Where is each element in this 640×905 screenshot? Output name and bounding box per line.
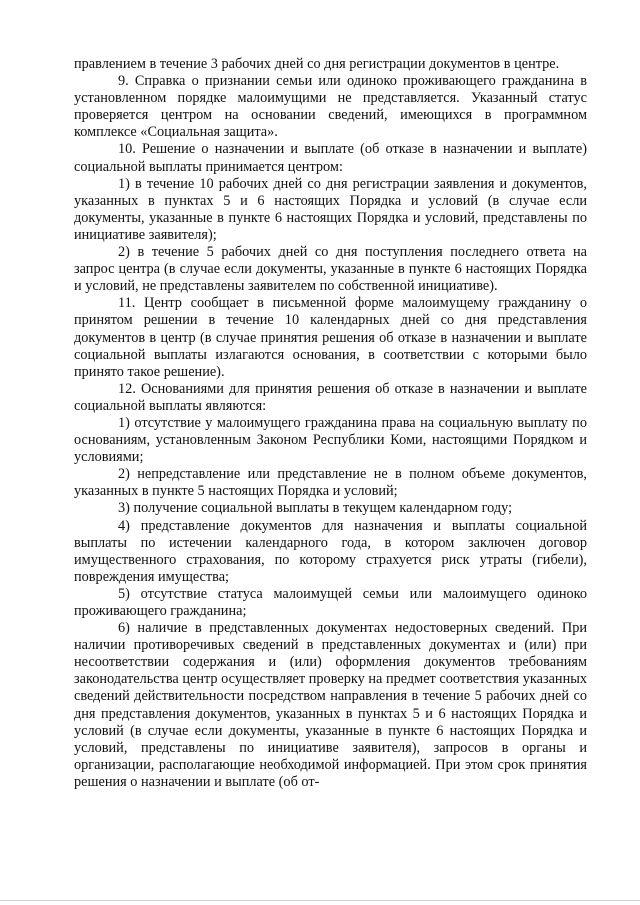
document-body — [74, 56, 587, 791]
paragraph-item-12-6: 6) наличие в представленных документах недостоверных сведений. При наличии противоречивых сведений в представленных документах и (или) при несоответствии содержания и (или) оформления документов требованиям законодательства центр осуществляет проверку на предмет соответствия указанных сведений действительности посредством направления в течение 5 рабочих дней со дня представления документов, указанных в пунктах 5 и 6 настоящих Порядка и условий (в случае если документы, указанные в пункте 6 настоящих Порядка и условий, представлены по инициативе заявителя), запросов в органы и организации, располагающие необходимой информацией. При этом срок принятия решения о назначении и выплате (об от- — [74, 620, 587, 790]
paragraph-item-12: 12. Основаниями для принятия решения об отказе в назначении и выплате социальной выплаты являются: — [74, 380, 587, 414]
paragraph-item-12-2: 2) непредставление или представление не в полном объеме документов, указанных в пункте 5 настоящих Порядка и условий; — [74, 466, 587, 500]
paragraph-item-9: 9. Справка о признании семьи или одиноко проживающего гражданина в установленном порядке малоимущими не представляется. Указанный статус проверяется центром на основании сведений, имеющихся в программном комплексе «Социальная защита». — [74, 73, 587, 141]
paragraph-item-12-5: 5) отсутствие статуса малоимущей семьи или малоимущего одиноко проживающего гражданина; — [74, 585, 587, 619]
paragraph-item-11: 11. Центр сообщает в письменной форме малоимущему гражданину о принятом решении в течение 10 календарных дней со дня представления документов в центр (в случае принятия решения об отказе в назначении и выплате социальной выплаты излагаются основания, в соответствии с которыми было принято такое решение). — [74, 295, 587, 380]
paragraph-item-12-4: 4) представление документов для назначения и выплаты социальной выплаты по истечении календарного года, в котором заключен договор имущественного страхования, по которому страхуется риск утраты (гибели), повреждения имущества; — [74, 517, 587, 585]
paragraph-item-10-2: 2) в течение 5 рабочих дней со дня поступления последнего ответа на запрос центра (в случае если документы, указанные в пункте 6 настоящих Порядка и условий, не представлены заявителем по собственной инициативе). — [74, 244, 587, 295]
paragraph-item-10: 10. Решение о назначении и выплате (об отказе в назначении и выплате) социальной выплаты принимается центром: — [74, 141, 587, 175]
paragraph-continuation: правлением в течение 3 рабочих дней со дня регистрации документов в центре. — [74, 56, 560, 72]
paragraph-item-12-3: 3) получение социальной выплаты в текущем календарном году; — [118, 500, 513, 517]
paragraph-item-10-1: 1) в течение 10 рабочих дней со дня регистрации заявления и документов, указанных в пунктах 5 и 6 настоящих Порядка и условий (в случае если документы, указанные в пункте 6 настоящих Порядка и условий, представлены по инициативе заявителя); — [74, 175, 587, 243]
page-bottom-edge — [0, 900, 640, 901]
paragraph-item-12-1: 1) отсутствие у малоимущего гражданина права на социальную выплату по основаниям, установленным Законом Республики Коми, настоящими Порядком и условиями; — [74, 414, 587, 466]
